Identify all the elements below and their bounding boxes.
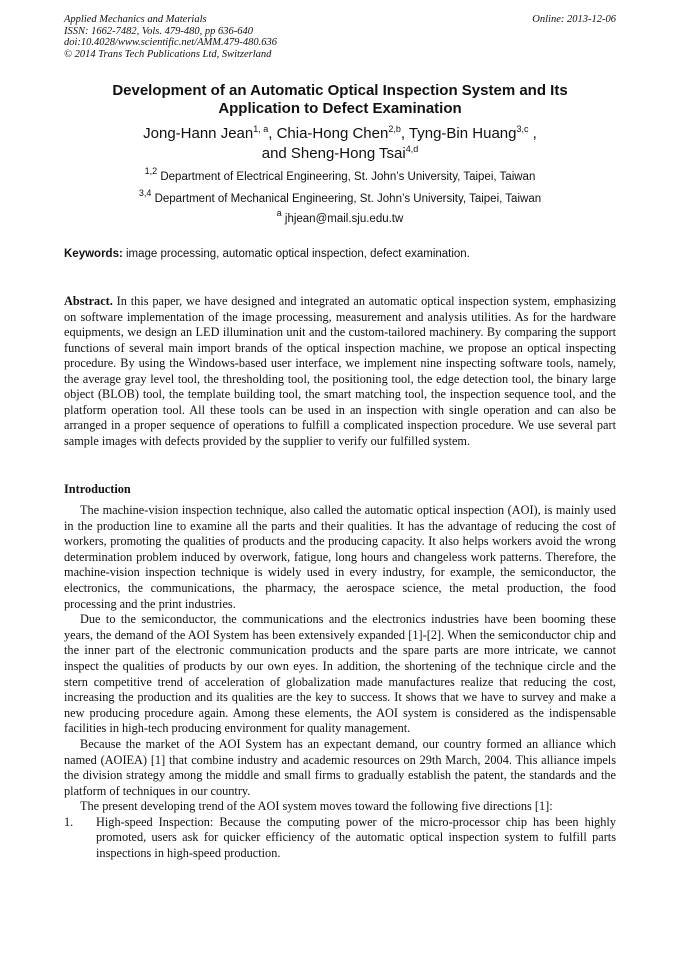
paragraph: Due to the semiconductor, the communications and the electronics industries have been booming these years, the demand of the AOI System has been extensively expanded [1]-[2]. When the semiconductor chip and the inner part of the electronic communication products and the spare parts are more intricate, we cannot inspect the qualities of products by our own eyes. In addition, the shortening of the technique circle and the stern competitive trend of acceleration of globalization made manufactures realize that reducing the cost, increasing the production and its qualities are the key to success. It shows that we have to survey and make a new producing procedure again. Among these elements, the AOI system is considered as the indispensable facilities in high-tech producing environment for quality management. [64,612,616,736]
email-address: jhjean@mail.sju.edu.tw [281,213,404,225]
author-separator: , [528,125,537,142]
list-item [64,815,616,862]
journal-header [64,14,616,60]
title-line-1: Development of an Automatic Optical Inspection System and Its [112,82,568,99]
affiliation-1 [64,166,616,184]
abstract [64,294,616,449]
affiliation-text: Department of Mechanical Engineering, St. John’s University, Taipei, Taiwan [151,193,542,205]
paragraph: The machine-vision inspection technique, also called the automatic optical inspection (AOI), is mainly used in the production line to examine all the parts and their qualities. It has the advantage of reducing the cost of workers, promoting the qualities of products and the producing capacity. It also helps workers avoid the wrong determination problem induced by overwork, fatigue, long hours and changeless work patterns. Therefore, the machine-vision inspection technique is widely used in every industry, for example, the semiconductor, the electronics, the communications, the pharmacy, the aerospace science, the metal production, the food processing and the print industries. [64,503,616,611]
section-heading-introduction: Introduction [64,482,131,496]
author-name: and Sheng-Hong Tsai [261,145,406,162]
affiliation-superscript: 3,4 [138,188,152,198]
author-list [64,124,616,164]
abstract-label: Abstract. [64,294,113,308]
doi-line: doi:10.4028/www.scientific.net/AMM.479-480.636 [64,37,277,48]
author-separator: , [268,125,277,142]
keywords-label: Keywords: [64,248,123,260]
author-name: Jong-Hann Jean [143,125,254,142]
list-item-number: 1. [64,814,74,829]
keywords [64,247,616,261]
author-separator: , [400,125,409,142]
author-superscript: 2,b [388,124,401,134]
list-item-text: High-speed Inspection: Because the computing power of the micro-processor chip has been highly promoted, users ask for quicker efficiency of the automatic optical inspection system to fulfill parts inspections in high-speed production. [96,814,616,861]
author-superscript: 4,d [405,144,419,154]
email-superscript: a [276,208,282,218]
author-superscript: 3,c [516,124,529,134]
affiliation-text: Department of Electrical Engineering, St. John’s University, Taipei, Taiwan [157,171,536,183]
copyright-line: © 2014 Trans Tech Publications Ltd, Switzerland [64,48,272,60]
journal-name: Applied Mechanics and Materials [64,14,207,25]
author-superscript: 1, a [253,124,269,134]
keywords-text: image processing, automatic optical inspection, defect examination. [122,248,470,260]
paragraph: Because the market of the AOI System has an expectant demand, our country formed an alliance which named (AOIEA) [1] that combine industry and academic resources on 29th March, 2004. This alliance impels the division strategy among the middle and small firms to gradually establish the patent, the standards and the platform of techniques in our country. [64,736,616,798]
affiliation-2 [64,188,616,206]
issn-line: ISSN: 1662-7482, Vols. 479-480, pp 636-640 [64,25,253,37]
affiliation-superscript: 1,2 [144,166,158,176]
author-name: Chia-Hong Chen [276,125,389,142]
introduction-body [64,503,616,862]
email-line [64,208,616,226]
paper-title [64,82,616,118]
online-date: Online: 2013-12-06 [532,14,616,25]
author-name: Tyng-Bin Huang [408,125,517,142]
abstract-text: In this paper, we have designed and integrated an automatic optical inspection system, emphasizing on software implementation of the image processing, measurement and analysis utilities. As for the hardware equipments, we design an LED illumination unit and the custom-tailored machinery. By comparing the support functions of several main import brands of the optical inspection machine, we propose an optical inspecting procedure. By using the Windows-based user interface, we implement nine inspecting software tools, namely, the average gray level tool, the thresholding tool, the positioning tool, the edge detection tool, the binary large object (BLOB) tool, the template building tool, the smart matching tool, the inspection sequence tool, and the platform operation tool. All these tools can be used in an inspection with single operation and can also be arranged in a proper sequence of operations to fulfill a complicated inspection procedure. We use several part sample images with defects provided by the supplier to verify our fulfilled system. [64,294,616,448]
paragraph: The present developing trend of the AOI system moves toward the following five directions [1]: [80,799,553,814]
title-line-2: Application to Defect Examination [218,100,462,117]
